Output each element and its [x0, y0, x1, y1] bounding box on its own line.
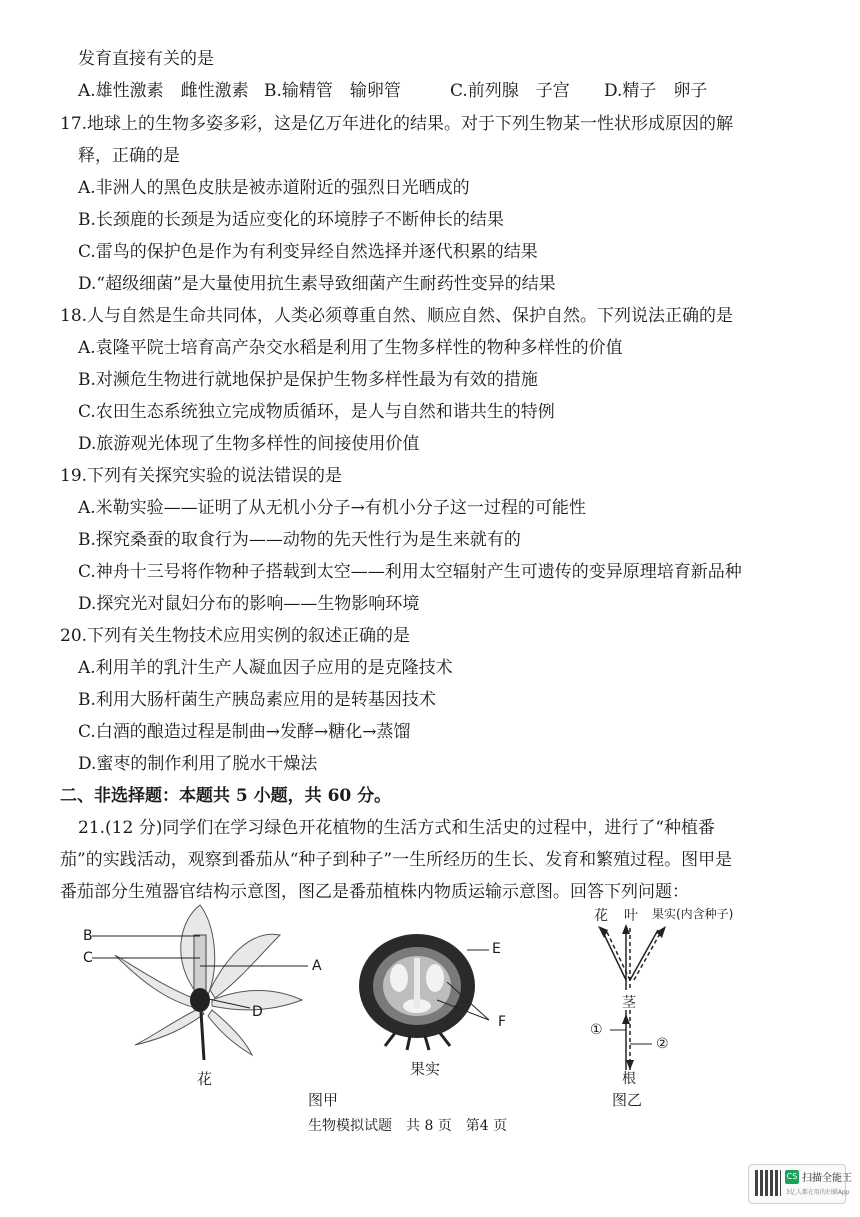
q16-option-c: C.前列腺 子宫 — [450, 81, 570, 101]
q16-stem-end: 发育直接有关的是 — [78, 49, 214, 69]
flower-caption: 花 — [197, 1070, 213, 1088]
fruit-diagram — [355, 928, 515, 1053]
q18-option-b: B.对濒危生物进行就地保护是保护生物多样性最为有效的措施 — [78, 370, 538, 390]
fruit-caption: 果实 — [410, 1060, 441, 1078]
q16-option-b: B.输精管 输卵管 — [264, 81, 401, 101]
flower-label-d: D — [252, 1004, 263, 1020]
q17-option-a: A.非洲人的黑色皮肤是被赤道附近的强烈日光晒成的 — [78, 178, 470, 198]
q18-stem: 18.人与自然是生命共同体，人类必须尊重自然、顺应自然、保护自然。下列说法正确的是 — [60, 306, 734, 326]
q19-option-b: B.探究桑蚕的取食行为——动物的先天性行为是生来就有的 — [78, 530, 521, 550]
q21-stem-1: 21.(12 分)同学们在学习绿色开花植物的生活方式和生活史的过程中，进行了“种植番 — [78, 818, 716, 838]
q17-option-b: B.长颈鹿的长颈是为适应变化的环境脖子不断伸长的结果 — [78, 210, 504, 230]
fruit-label-f: F — [498, 1014, 507, 1030]
q18-option-c: C.农田生态系统独立完成物质循环，是人与自然和谐共生的特例 — [78, 402, 555, 422]
transport-label-leaf: 叶 — [624, 908, 638, 924]
q21-stem-2: 茄”的实践活动，观察到番茄从“种子到种子”一生所经历的生长、发育和繁殖过程。图甲是 — [60, 850, 733, 870]
section-two-heading: 二、非选择题：本题共 5 小题，共 60 分。 — [60, 786, 392, 806]
q16-option-d: D.精子 卵子 — [604, 81, 708, 101]
flower-diagram — [80, 900, 340, 1065]
transport-label-stem: 茎 — [622, 995, 636, 1011]
q17-option-c: C.雷鸟的保护色是作为有利变异经自然选择并逐代积累的结果 — [78, 242, 538, 262]
q17-stem-cont: 释，正确的是 — [78, 146, 180, 166]
q20-option-c: C.白酒的酿造过程是制曲→发酵→糖化→蒸馏 — [78, 722, 411, 742]
q16-options — [78, 80, 707, 102]
page-footer: 生物模拟试题 共 8 页 第4 页 — [308, 1118, 508, 1134]
scanner-subtitle: 3亿人都在用的扫描App — [786, 1189, 850, 1196]
q20-stem: 20.下列有关生物技术应用实例的叙述正确的是 — [60, 626, 411, 646]
q17-option-d: D.“超级细菌”是大量使用抗生素导致细菌产生耐药性变异的结果 — [78, 274, 556, 294]
transport-label-arrow2: ② — [656, 1036, 669, 1052]
transport-label-flower: 花 — [594, 908, 608, 924]
transport-label-arrow1: ① — [590, 1022, 603, 1038]
q18-option-a: A.袁隆平院士培育高产杂交水稻是利用了生物多样性的物种多样性的价值 — [78, 338, 623, 358]
q19-option-d: D.探究光对鼠妇分布的影响——生物影响环境 — [78, 594, 420, 614]
flower-label-b: B — [83, 928, 93, 944]
flower-label-c: C — [83, 950, 93, 966]
scanner-title: 扫描全能王 — [802, 1173, 852, 1184]
q16-option-a: A.雄性激素 雌性激素 — [78, 81, 249, 101]
transport-label-fruit: 果实(内含种子) — [652, 907, 734, 921]
q17-stem: 17.地球上的生物多姿多彩，这是亿万年进化的结果。对于下列生物某一性状形成原因的解 — [60, 114, 734, 134]
transport-label-root: 根 — [622, 1071, 636, 1087]
q19-stem: 19.下列有关探究实验的说法错误的是 — [60, 466, 343, 486]
q20-option-a: A.利用羊的乳汁生产人凝血因子应用的是克隆技术 — [78, 658, 453, 678]
qr-code-icon — [755, 1170, 781, 1196]
flower-label-a: A — [312, 958, 322, 974]
q19-option-c: C.神舟十三号将作物种子搭载到太空——利用太空辐射产生可遗传的变异原理培育新品种 — [78, 562, 742, 582]
q21-stem-3: 番茄部分生殖器官结构示意图，图乙是番茄植株内物质运输示意图。回答下列问题： — [60, 882, 689, 902]
q20-option-d: D.蜜枣的制作利用了脱水干燥法 — [78, 754, 318, 774]
q18-option-d: D.旅游观光体现了生物多样性的间接使用价值 — [78, 434, 420, 454]
figure-a-caption: 图甲 — [308, 1091, 339, 1109]
q19-option-a: A.米勒实验——证明了从无机小分子→有机小分子这一过程的可能性 — [78, 498, 586, 518]
q20-option-b: B.利用大肠杆菌生产胰岛素应用的是转基因技术 — [78, 690, 436, 710]
figure-b-caption: 图乙 — [612, 1091, 643, 1109]
fruit-label-e: E — [492, 941, 501, 957]
camscanner-logo-icon: CS — [785, 1170, 799, 1184]
scanner-watermark — [748, 1164, 852, 1204]
